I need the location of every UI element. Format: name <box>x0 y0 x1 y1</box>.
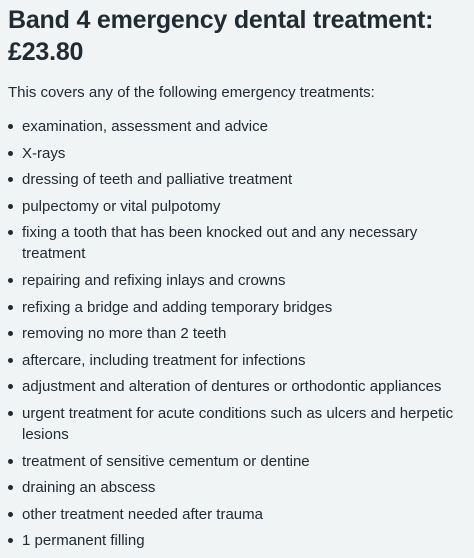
list-item-text: adjustment and alteration of dentures or orthodontic appliances <box>22 378 442 396</box>
bullet-icon <box>8 331 13 336</box>
bullet-icon <box>8 411 13 416</box>
list-item-text: fixing a tooth that has been knocked out and any necessary treatment <box>22 224 418 263</box>
list-item-text: treatment of sensitive cementum or dentine <box>22 452 310 470</box>
list-item-text: X-rays <box>22 144 66 162</box>
list-item <box>8 451 466 472</box>
list-item-text: aftercare, including treatment for infections <box>22 351 306 369</box>
list-item <box>8 403 466 445</box>
list-item <box>8 270 466 291</box>
list-item <box>8 530 466 551</box>
bullet-icon <box>8 305 13 310</box>
list-item-text: refixing a bridge and adding temporary bridges <box>22 298 333 316</box>
list-item <box>8 222 466 264</box>
list-item <box>8 376 466 397</box>
bullet-icon <box>8 512 13 517</box>
list-item <box>8 323 466 344</box>
list-item <box>8 504 466 525</box>
list-item-text: 1 permanent filling <box>22 532 145 550</box>
list-item <box>8 196 466 217</box>
bullet-icon <box>8 278 13 283</box>
bullet-icon <box>8 384 13 389</box>
list-item-text: urgent treatment for acute conditions such as ulcers and herpetic lesions <box>22 404 454 443</box>
list-item-text: pulpectomy or vital pulpotomy <box>22 197 221 215</box>
bullet-icon <box>8 177 13 182</box>
bullet-icon <box>8 485 13 490</box>
intro-text: This covers any of the following emergency treatments: <box>8 84 375 101</box>
list-item <box>8 297 466 318</box>
bullet-icon <box>8 151 13 156</box>
list-item <box>8 169 466 190</box>
list-item-text: repairing and refixing inlays and crowns <box>22 271 286 289</box>
list-item <box>8 477 466 498</box>
treatment-list <box>8 116 466 551</box>
bullet-icon <box>8 124 13 129</box>
list-item-text: examination, assessment and advice <box>22 118 268 135</box>
bullet-icon <box>8 459 13 464</box>
bullet-icon <box>8 538 13 543</box>
band-4-heading: Band 4 emergency dental treatment: £23.80 <box>8 6 434 66</box>
list-item-text: other treatment needed after trauma <box>22 505 263 523</box>
list-item <box>8 350 466 371</box>
list-item <box>8 116 466 137</box>
bullet-icon <box>8 230 13 235</box>
list-item-text: dressing of teeth and palliative treatment <box>22 171 293 189</box>
bullet-icon <box>8 358 13 363</box>
list-item <box>8 143 466 164</box>
list-item-text: removing no more than 2 teeth <box>22 325 227 343</box>
bullet-icon <box>8 204 13 209</box>
list-item-text: draining an abscess <box>22 479 156 497</box>
